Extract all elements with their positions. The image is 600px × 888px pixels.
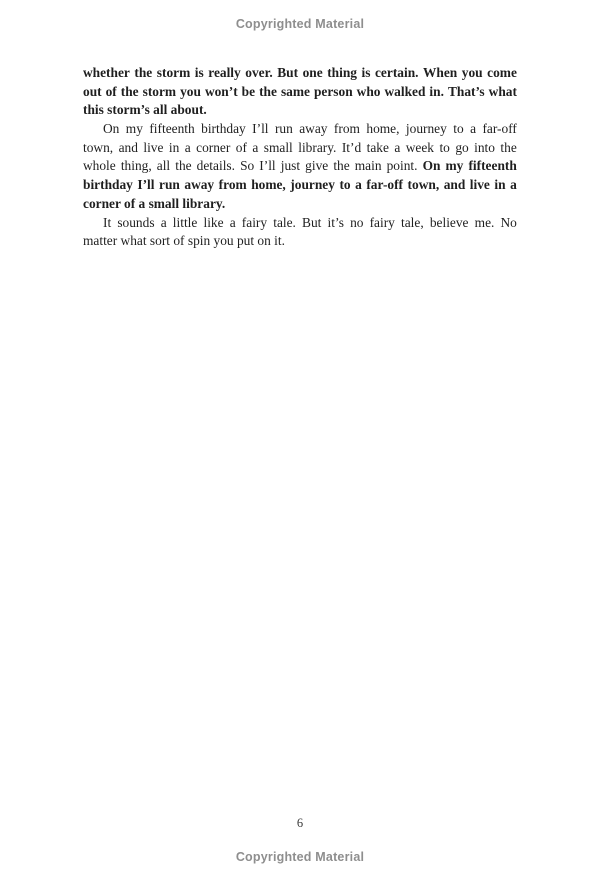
text-line: On my fifteenth birthday I’ll run away from home, journey to a far-off (103, 121, 517, 137)
text-line: It sounds a little like a fairy tale. But it’s no fairy tale, believe me. No (103, 214, 517, 230)
text-line: corner of a small library. (83, 195, 226, 211)
copyright-banner-top: Copyrighted Material (235, 17, 365, 31)
text-line: town, and live in a corner of a small library. It’d take a week to go into the (83, 139, 517, 155)
copyright-banner-bottom: Copyrighted Material (235, 850, 365, 864)
page-number: 6 (296, 816, 304, 830)
text-line: whether the storm is really over. But one thing is certain. When you come (83, 65, 517, 80)
text-line: out of the storm you won’t be the same person who walked in. That’s what (83, 83, 517, 99)
text-line: this storm’s all about. (83, 102, 207, 118)
text-block (83, 64, 517, 251)
text-line: birthday I’ll run away from home, journey to a far-off town, and live in a (83, 177, 517, 193)
text-line: matter what sort of spin you put on it. (83, 233, 285, 249)
text-line: whole thing, all the details. So I’ll just give the main point. On my fifteenth (83, 158, 517, 174)
